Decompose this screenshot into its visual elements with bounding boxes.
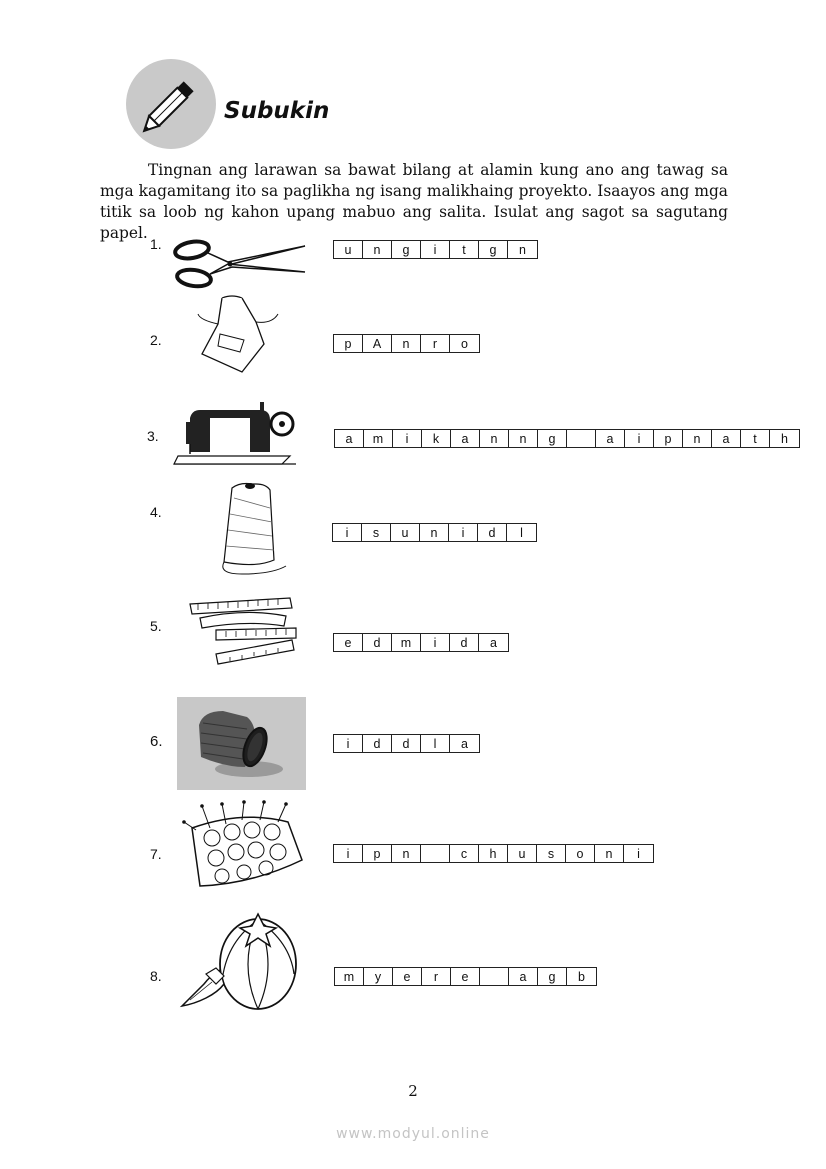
letter-box: i [334,735,363,752]
letter-box: i [421,241,450,258]
letter-box: d [363,634,392,651]
letter-box: t [741,430,770,447]
letter-box: g [479,241,508,258]
letter-box: s [362,524,391,541]
apron-icon [190,294,285,376]
pin-cushion-icon [182,800,307,890]
letter-box: e [451,968,480,985]
item-3-number: 3. [147,428,159,444]
letter-boxes-5 [333,633,509,652]
letter-box: p [654,430,683,447]
letter-box: g [392,241,421,258]
letter-box: i [421,634,450,651]
letter-box: u [334,241,363,258]
letter-box: p [363,845,392,862]
letter-box: A [363,335,392,352]
letter-box: a [335,430,364,447]
letter-boxes-2 [333,334,480,353]
letter-box: d [478,524,507,541]
letter-box [567,430,596,447]
letter-box: i [393,430,422,447]
item-6-number: 6. [150,733,163,750]
letter-box: i [637,846,640,861]
scissors-icon [170,236,310,292]
letter-box: n [519,242,526,257]
letter-box: i [449,524,478,541]
letter-box: m [335,968,364,985]
letter-box: a [712,430,741,447]
letter-box: o [461,336,468,351]
letter-box: p [334,335,363,352]
letter-box: r [422,968,451,985]
item-8-number: 8. [150,968,162,984]
letter-box: e [393,968,422,985]
letter-box: u [391,524,420,541]
measuring-tape-icon [186,594,302,670]
letter-box: n [420,524,449,541]
item-1-number: 1. [150,236,162,252]
letter-box: i [333,524,362,541]
letter-box: i [334,845,363,862]
letter-box: n [595,845,624,862]
letter-box: g [538,968,567,985]
item-5-number: 5. [150,618,162,634]
letter-box: u [508,845,537,862]
item-2-number: 2. [150,332,162,348]
letter-box: m [392,634,421,651]
letter-boxes-8 [334,967,597,986]
tomato-pin-cushion-icon [176,912,301,1014]
letter-box: d [392,735,421,752]
letter-box: k [422,430,451,447]
letter-box: n [683,430,712,447]
letter-box: g [538,430,567,447]
letter-box: n [480,430,509,447]
instructions: Tingnan ang larawan sa bawat bilang at alamin kung ano ang tawag sa mga kagamitang ito sa paglikha ng isang malikhaing proyekto. Isaayos ang mga titik sa loob ng kahon upang mabuo ang salita. Isulat ang sagot sa sagutang papel. [100,161,728,242]
letter-box [480,968,509,985]
letter-box: a [461,736,468,751]
letter-box: e [334,634,363,651]
letter-box: o [566,845,595,862]
page-number: 2 [408,1082,418,1100]
letter-box: y [364,968,393,985]
item-7-number: 7. [150,846,162,862]
letter-box: a [509,968,538,985]
sewing-machine-icon [170,396,300,468]
pencil-badge [126,59,216,149]
letter-box: d [363,735,392,752]
letter-box: n [392,845,421,862]
watermark: www.modyul.online [336,1126,490,1142]
letter-box: r [421,335,450,352]
pencil-icon [126,59,216,149]
letter-box: a [451,430,480,447]
letter-box: h [781,431,788,446]
letter-box: c [450,845,479,862]
item-4-number: 4. [150,504,162,520]
letter-boxes-1 [333,240,538,259]
letter-box: l [421,735,450,752]
letter-box: i [625,430,654,447]
letter-boxes-6 [333,734,480,753]
section-title: Subukin [224,98,330,124]
letter-box: l [520,525,523,540]
letter-box: s [537,845,566,862]
thread-spool-icon [212,478,292,578]
letter-boxes-3 [334,429,800,448]
letter-box: m [364,430,393,447]
letter-box: n [509,430,538,447]
letter-boxes-7 [333,844,654,863]
letter-box: b [578,969,585,984]
letter-box: d [450,634,479,651]
thimble-icon [177,697,306,790]
letter-box: a [596,430,625,447]
letter-box: t [450,241,479,258]
letter-box: n [363,241,392,258]
letter-box: a [490,635,497,650]
letter-boxes-4 [332,523,537,542]
letter-box [421,845,450,862]
letter-box: h [479,845,508,862]
letter-box: n [392,335,421,352]
